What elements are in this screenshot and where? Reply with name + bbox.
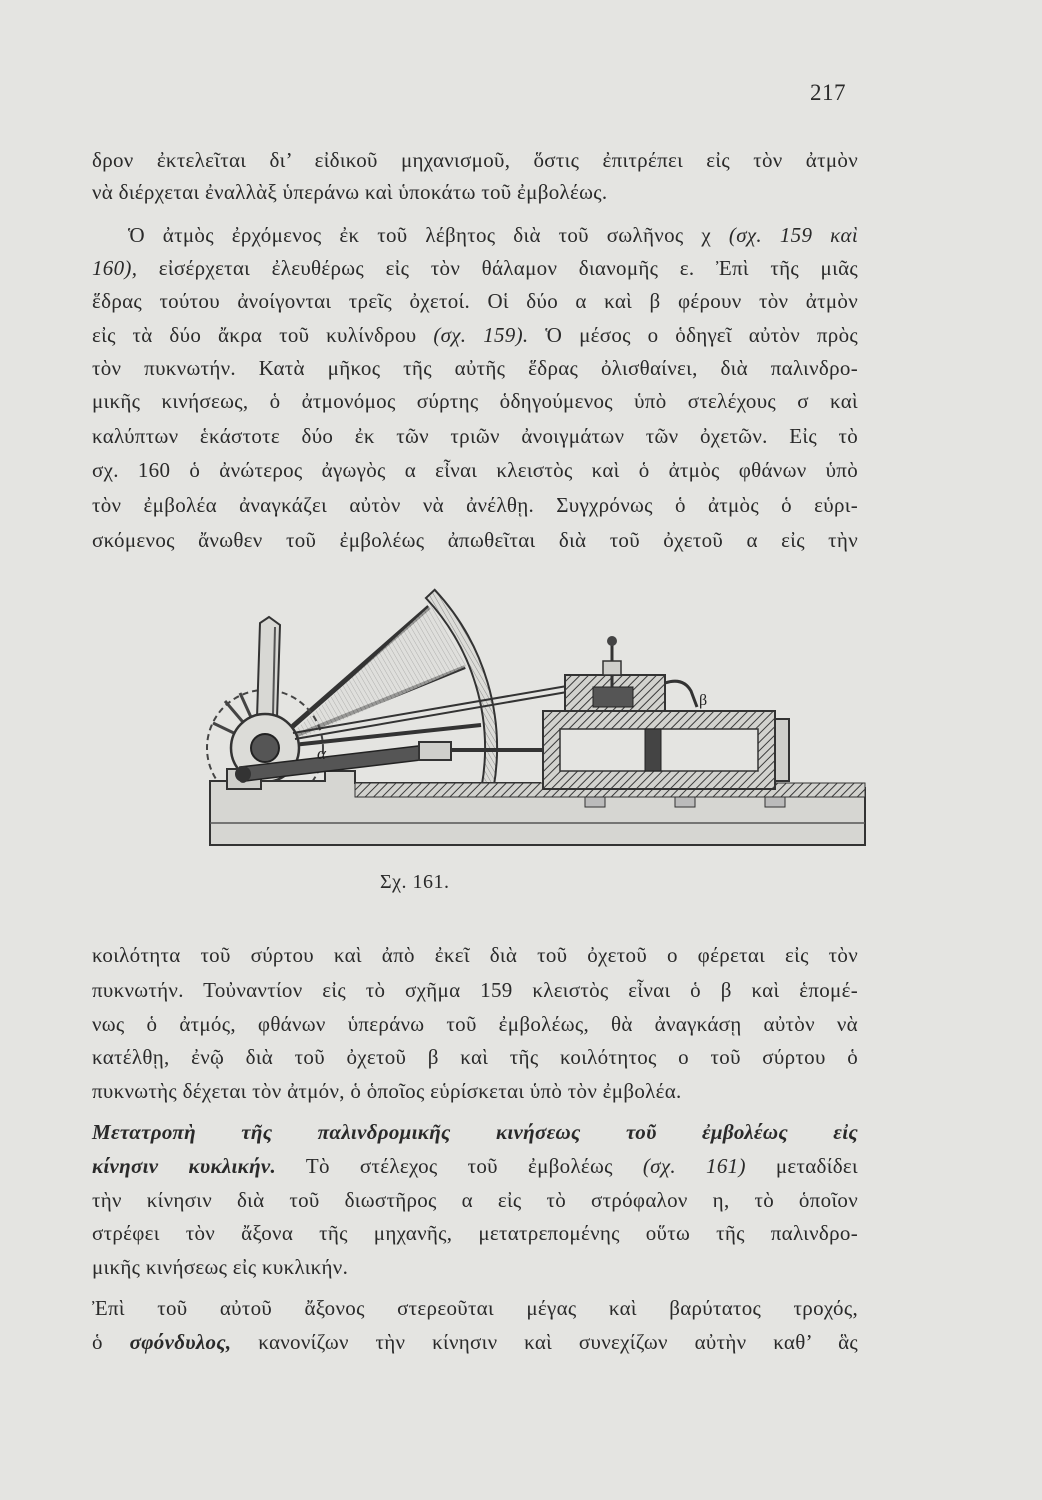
- text-line: μικῆς κινήσεως εἰς κυκλικήν.: [92, 1255, 349, 1279]
- figure-reference: (σχ. 159).: [433, 323, 529, 347]
- text-line: τὴν κίνησιν διὰ τοῦ διωστῆρος α εἰς τὸ στρόφαλον η, τὸ ὁποῖον: [92, 1188, 858, 1212]
- valve-gland: [603, 661, 621, 675]
- text-line: στρέφει τὸν ἄξονα τῆς μηχανῆς, μετατρεπομένης οὕτω τῆς παλινδρο-: [92, 1221, 858, 1245]
- paragraph-first-line: Ἐπὶ τοῦ αὐτοῦ ἄξονος στερεοῦται μέγας καὶ βαρύτατος τροχός,: [92, 1296, 858, 1320]
- figure-reference: (σχ. 161): [642, 1154, 746, 1178]
- text-line: [92, 1152, 858, 1180]
- text-run: εἰσέρχεται ἐλευθέρως εἰς τὸν θάλαμον διανομῆς ε. Ἐπὶ τῆς μιᾶς: [137, 256, 858, 280]
- crosshead: [419, 742, 451, 760]
- bed-notch: [675, 797, 695, 807]
- text-line: σχ. 160 ὁ ἀνώτερος ἀγωγὸς α εἶναι κλειστὸς καὶ ὁ ἀτμὸς φθάνων ὑπὸ: [92, 458, 858, 482]
- slide-valve: [593, 687, 633, 707]
- figure-reference: 160),: [92, 256, 138, 280]
- section-heading: Μετατροπὴ τῆς παλινδρομικῆς κινήσεως τοῦ ἐμβολέως εἰς: [92, 1120, 858, 1144]
- text-line: [92, 1328, 858, 1356]
- paragraph-first-line: [128, 221, 858, 249]
- text-run: Ὁ μέσος ο ὁδηγεῖ αὐτὸν πρὸς: [528, 323, 858, 347]
- text-run: εἰς τὰ δύο ἄκρα τοῦ κυλίνδρου: [92, 323, 434, 347]
- steam-engine-figure: [205, 583, 870, 863]
- text-line: πυκνωτὴς δέχεται τὸν ἀτμόν, ὁ ὁποῖος εὑρίσκεται ὑπὸ τὸν ἐμβολέα.: [92, 1079, 682, 1103]
- section-heading-end: κίνησιν κυκλικήν.: [92, 1154, 277, 1178]
- figure-caption: Σχ. 161.: [380, 871, 450, 893]
- text-line: μικῆς κινήσεως, ὁ ἀτμονόμος σύρτης ὁδηγούμενος ὑπὸ στελέχους σ καὶ: [92, 389, 858, 413]
- text-run: Ὁ ἀτμὸς ἐρχόμενος ἐκ τοῦ λέβητος διὰ τοῦ σωλῆνος χ: [128, 223, 729, 247]
- label-beta: β: [699, 692, 708, 709]
- text-line: τὸν ἐμβολέα ἀναγκάζει αὐτὸν νὰ ἀνέλθῃ. Συγχρόνως ὁ ἀτμὸς ὁ εὑρι-: [92, 493, 858, 517]
- label-alpha: α: [317, 744, 326, 763]
- text-line: [92, 321, 858, 349]
- text-line: [92, 254, 858, 282]
- text-line: νὰ διέρχεται ἐναλλὰξ ὑπεράνω καὶ ὑποκάτω τοῦ ἐμβολέως.: [92, 180, 608, 204]
- text-line: κοιλότητα τοῦ σύρτου καὶ ἀπὸ ἐκεῖ διὰ τοῦ ὀχετοῦ ο φέρεται εἰς τὸν: [92, 943, 858, 967]
- text-line: δρον ἐκτελεῖται δι’ εἰδικοῦ μηχανισμοῦ, ὅστις ἐπιτρέπει εἰς τὸν ἀτμὸν: [92, 148, 858, 172]
- text-line: σκόμενος ἄνωθεν τοῦ ἐμβολέως ἀπωθεῖται διὰ τοῦ ὀχετοῦ α εἰς τὴν: [92, 528, 858, 552]
- steam-engine-drawing: [205, 583, 870, 863]
- text-line: πυκνωτήν. Τοὐναντίον εἰς τὸ σχῆμα 159 κλειστὸς εἶναι ὁ β καὶ ἑπομέ-: [92, 978, 858, 1002]
- steam-pipe: [665, 681, 697, 707]
- text-run: μεταδίδει: [745, 1154, 858, 1178]
- bed-notch: [585, 797, 605, 807]
- text-line: καλύπτων ἑκάστοτε δύο ἐκ τῶν τριῶν ἀνοιγμάτων τῶν ὀχετῶν. Εἰς τὸ: [92, 424, 858, 448]
- text-line: κατέλθῃ, ἐνῷ διὰ τοῦ ὀχετοῦ β καὶ τῆς κοιλότητος ο τοῦ σύρτου ὁ: [92, 1045, 858, 1069]
- spindle-knob: [607, 636, 617, 646]
- term-emphasis: σφόνδυλος,: [129, 1330, 232, 1354]
- text-line: τὸν πυκνωτήν. Κατὰ μῆκος τῆς αὐτῆς ἕδρας ὀλισθαίνει, διὰ παλινδρο-: [92, 356, 858, 380]
- cylinder-cover: [775, 719, 789, 781]
- text-line: ἕδρας τούτου ἀνοίγονται τρεῖς ὀχετοί. Οἱ δύο α καὶ β φέρουν τὸν ἀτμὸν: [92, 289, 858, 313]
- piston: [645, 729, 661, 771]
- text-run: κανονίζων τὴν κίνησιν καὶ συνεχίζων αὐτὴν καθ’ ἃς: [231, 1330, 858, 1354]
- page-number: 217: [810, 80, 846, 105]
- exhaust-pipe: [257, 617, 280, 718]
- figure-reference: (σχ. 159 καὶ: [728, 223, 858, 247]
- crank-pin: [235, 766, 251, 782]
- bed-notch: [765, 797, 785, 807]
- text-line: νως ὁ ἀτμός, φθάνων ὑπεράνω τοῦ ἐμβολέως, θὰ ἀναγκάσῃ αὐτὸν νὰ: [92, 1012, 858, 1036]
- text-run: Τὸ στέλεχος τοῦ ἐμβολέως: [276, 1154, 643, 1178]
- axle: [251, 734, 279, 762]
- text-run: ὁ: [92, 1330, 130, 1354]
